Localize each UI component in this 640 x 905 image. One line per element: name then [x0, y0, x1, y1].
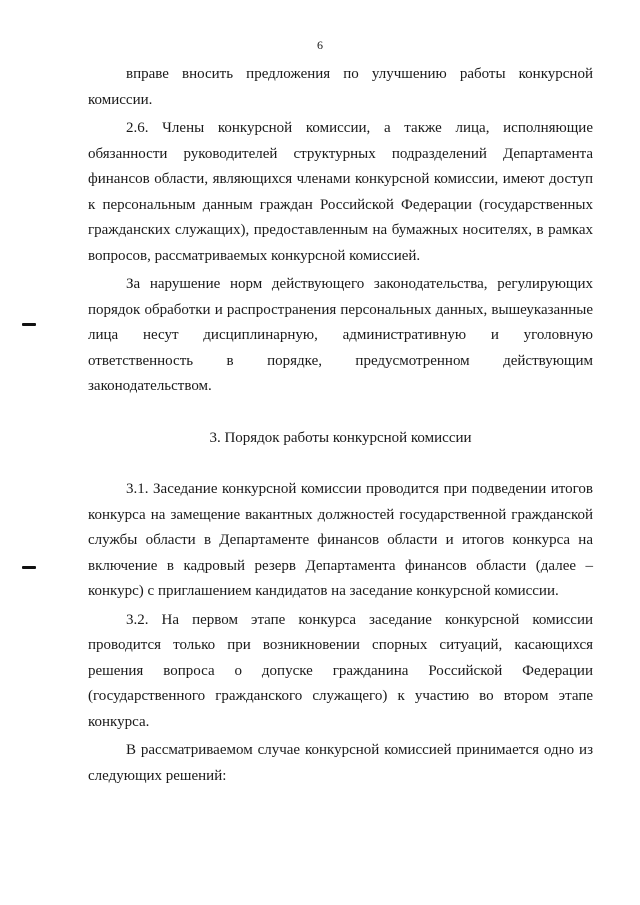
document-body: [88, 62, 593, 789]
section-heading: 3. Порядок работы конкурсной комиссии: [209, 429, 472, 446]
punch-hole-mark: [22, 566, 36, 569]
paragraph-3-1: 3.1. Заседание конкурсной комиссии проводится при подведении итогов конкурса на замещение вакантных должностей государственной гражданской службы области в Департаменте финансов области и итогов конкурса на включение в кадровый резерв Департамента финансов области (далее – конкурс) с приглашением кандидатов на заседание конкурсной комиссии.: [88, 481, 593, 599]
paragraph-decision-intro: В рассматриваемом случае конкурсной комиссией принимается одно из следующих решений:: [88, 742, 593, 784]
paragraph-3-2: 3.2. На первом этапе конкурса заседание конкурсной комиссии проводится только при возникновении спорных ситуаций, касающихся решения вопроса о допуске гражданина Российской Федерации (государственного гражданского служащего) к участию во втором этапе конкурса.: [88, 611, 593, 730]
paragraph-2-6: 2.6. Члены конкурсной комиссии, а также лица, исполняющие обязанности руководителей структурных подразделений Департамента финансов области, являющихся членами конкурсной комиссии, имеют доступ к персональным данным граждан Российской Федерации (государственных гражданских служащих), предоставленным на бумажных носителях, в рамках вопросов, рассматриваемых конкурсной комиссией.: [88, 120, 593, 264]
paragraph-continued: вправе вносить предложения по улучшению работы конкурсной комиссии.: [88, 66, 593, 108]
paragraph-violation: За нарушение норм действующего законодательства, регулирующих порядок обработки и распространения персональных данных, вышеуказанные лица несут дисциплинарную, административную и уголовную ответственность в порядке, предусмотренном действующим законодательством.: [88, 276, 593, 394]
page-number: 6: [317, 38, 323, 52]
punch-hole-mark: [22, 323, 36, 326]
